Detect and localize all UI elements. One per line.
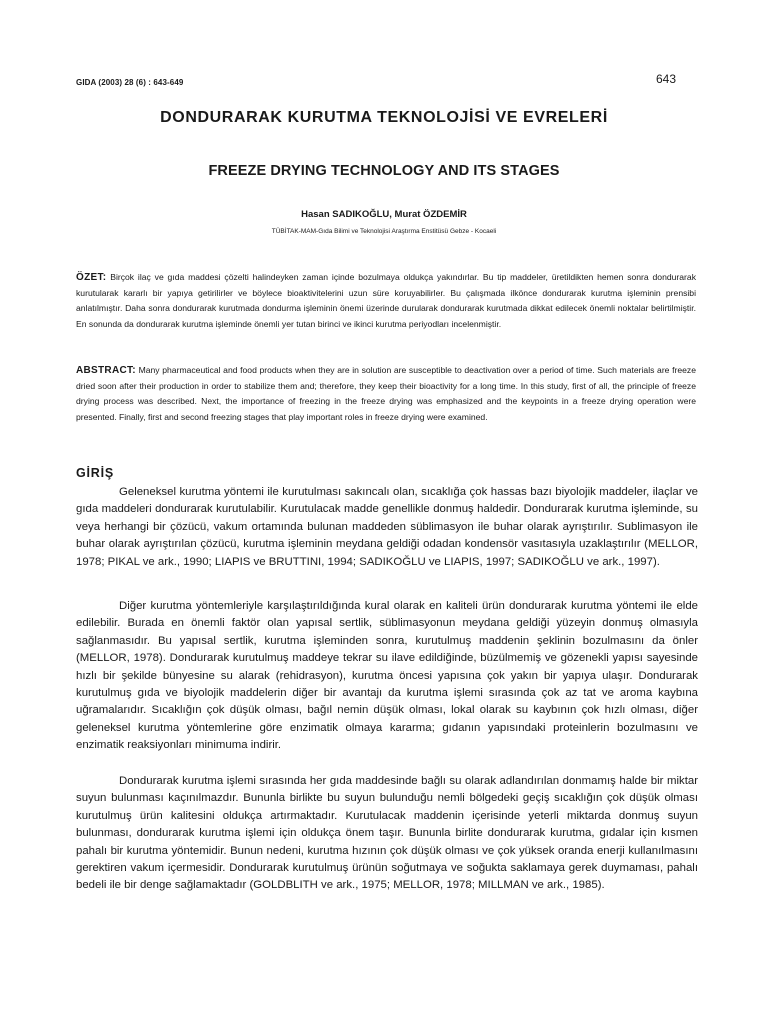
abstract-block <box>76 363 696 425</box>
authors: Hasan SADIKOĞLU, Murat ÖZDEMİR <box>301 209 467 220</box>
body-paragraph-1 <box>76 484 698 571</box>
ozet-block <box>76 270 696 332</box>
paragraph-text: Dondurarak kurutma işlemi sırasında her gıda maddesinde bağlı su olarak adlandırılan donmamış halde bir miktar suyun bulunması kaçınılmazdır. Bununla birlikte bu suyun bulunduğu nemli bölgedeki geçiş sıcaklığın çok düşük olması kurutulmuş ürün kalitesini oldukça artırmaktadır. Kurutulacak maddenin içerisinde yeterli miktarda donmuş suyun bulunması, dondurarak kurutma işlemi için oldukça önem taşır. Bununla birlite dondurarak kurutma, gıdalar için kısmen pahalı bir kurutma yöntemidir. Bunun nedeni, kurutma hızının çok düşük olması ve çok yüksek oranda enerji kullanılmasını gerektiren vakum içermesidir. Dondurarak kurutulmuş ürünün soğutmaya ve soğukta saklamaya gerek duymaması, pahalı bedeli ile bir denge sağlamaktadır (GOLDBLITH ve ark., 1975; MELLOR, 1978; MILLMAN ve ark., 1985). <box>76 775 698 892</box>
ozet-label: ÖZET: <box>76 272 107 283</box>
paragraph-text: Diğer kurutma yöntemleriyle karşılaştırıldığında kural olarak en kaliteli ürün dondurarak kurutma yöntemi ile elde edilebilir. Burada en önemli faktör olan yapısal sertlik, süblimasyonun meydana geldiği yüzeyin donmuş olmasıyla sağlanmasıdır. Bu yapısal sertlik, kurutma işleminden sonra, kurutulmuş maddenin şeklinin bozulmasını da önler (MELLOR, 1978). Dondurarak kurutulmuş maddeye tekrar su ilave edildiğinde, büzülmemiş ve gözenekli yapısı sayesinde hızlı bir şekilde bünyesine su alarak (rehidrasyon), kurutma öncesi yapısına çok yakın bir yapıya ulaşır. Dondurarak kurutulmuş gıda ve biyolojik maddelerin diğer bir avantajı da kurutma işlemi sırasında çok az tat ve aroma kaybına uğramalarıdır. Sıcaklığın çok düşük olması, bağıl nemin düşük olması, lokal olarak su kaybının çok hızlı olması, diğer geleneksel kurutma yöntemlerine göre enzimatik olmaya kararma; gıdanın yapısındaki proteinlerin bozulmasını ve enzimatik reaksiyonları minimuma indirir. <box>76 600 698 752</box>
title-english: FREEZE DRYING TECHNOLOGY AND ITS STAGES <box>208 163 560 179</box>
abstract-text: Many pharmaceutical and food products when they are in solution are susceptible to deactivation over a period of time. Such materials are freeze dried soon after their production in order to stabilize them and; therefore, they keep their bioactivity for a long time. In this study, first of all, the principle of freeze drying process was described. Next, the importance of freezing in the freeze drying was emphasized and the keypoints in a freeze drying operation were presented. Finally, first and second freezing stages that play important roles in freeze drying were examined. <box>76 365 696 422</box>
paragraph-text: Geleneksel kurutma yöntemi ile kurutulması sakıncalı olan, sıcaklığa çok hassas bazı biyolojik maddeler, ilaçlar ve gıda maddeleri dondurarak kurutulabilir. Kurutulacak madde genellikle donmuş haldedir. Dondurarak kurutma işleminde, su veya herhangi bir çözücü, vakum ortamında bulunan maddeden süblimasyon ile buhar olarak ayrıştırılır. Sublimasyon ile buhar olarak ayrıştırılan çözücü, kurutma işleminin meydana geldiği odadan kondensör vasıtasıyla uzaklaştırılır (MELLOR, 1978; PIKAL ve ark., 1990; LIAPIS ve BRUTTINI, 1994; SADIKOĞLU ve LIAPIS, 1997; SADIKOĞLU ve ark., 1997). <box>76 486 698 568</box>
affiliation: TÜBİTAK-MAM-Gıda Bilimi ve Teknolojisi Araştırma Enstitüsü Gebze - Kocaeli <box>271 228 497 235</box>
journal-citation: GIDA (2003) 28 (6) : 643-649 <box>76 78 184 87</box>
body-paragraph-3 <box>76 773 698 895</box>
abstract-label: ABSTRACT: <box>76 365 136 376</box>
page-number: 643 <box>655 72 676 86</box>
section-heading-giris: GİRİŞ <box>76 466 115 480</box>
body-paragraph-2 <box>76 598 698 755</box>
title-turkish: DONDURARAK KURUTMA TEKNOLOJİSİ VE EVRELERİ <box>160 109 608 126</box>
ozet-text: Birçok ilaç ve gıda maddesi çözelti halindeyken zaman içinde bozulmaya oldukça yakındırlar. Bu tip maddeler, üretildikten hemen sonra dondurarak kurutularak kararlı bir yapıya getirilirler ve böylece bioaktivitelerini uzun süre koruyabilirler. Bu çalışmada ilkönce dondurarak kurutma işleminin prensibi anlatılmıştır. Daha sonra dondurarak kurutmada dondurma işleminin önemi üzerinde durularak dondurarak kurutmada dikkat edilecek önemli noktalar belirtilmiştir. En sonunda da dondurarak kurutma işleminde önemli yer tutan birinci ve ikinci kurutma periyodları incelenmiştir. <box>76 272 696 329</box>
